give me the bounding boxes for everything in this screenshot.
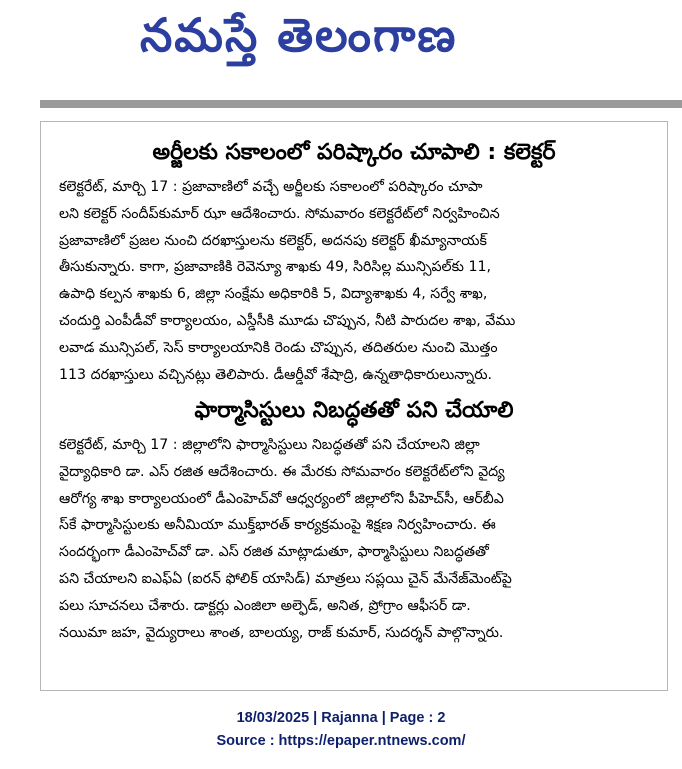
article-2-headline: ఫార్మాసిస్టులు నిబద్ధతతో పని చేయాలి [194,398,514,423]
article-2-body [59,432,657,646]
article-line: సందర్భంగా డీఎంహెచ్‌వో డా. ఎస్ రజిత మాట్లాడుతూ, ఫార్మాసిస్టులు నిబద్ధతతో [59,544,489,561]
article-line: పలు సూచనలు చేశారు. డాక్టర్లు ఎంజిలా అల్ఫెడ్, అనిత, ప్రోగ్రాం ఆఫీసర్ డా. [59,597,471,614]
article-line: ఆరోగ్య శాఖ కార్యాలయంలో డీఎంహెచ్‌వో ఆధ్వర్యంలో జిల్లాలోని పీహెచ్‌సీ, ఆర్‌బీఎ [59,490,504,507]
article-line: 113 దరఖాస్తులు వచ్చినట్లు తెలిపారు. డీఆర్డీవో శేషాద్రి, ఉన్నతాధికారులున్నారు. [59,366,493,383]
article-line: ప్రజావాణిలో ప్రజల నుంచి దరఖాస్తులను కలెక్టర్, అదనపు కలెక్టర్ ఖీమ్యానాయక్ [59,232,487,249]
footer-date-edition: 18/03/2025 | Rajanna | Page : 2 [236,710,446,726]
article-line: తీసుకున్నారు. కాగా, ప్రజావాణికి రెవెన్యూ శాఖకు 49, సిరిసిల్ల మున్సిపల్‌కు 11, [59,259,492,276]
article-line: కలెక్టరేట్, మార్చి 17 : జిల్లాలోని ఫార్మాసిస్టులు నిబద్ధతతో పని చేయాలని జిల్లా [59,437,480,453]
article-line: స్‌కే ఫార్మాసిస్టులకు అనీమియా ముక్త్‌భారత్ కార్యక్రమంపై శిక్షణ నిర్వహించారు. ఈ [59,517,496,534]
article-line: లవాడ మున్సిపల్, సెస్ కార్యాలయానికి రెండు చొప్పున, తదితరుల నుంచి మొత్తం [59,339,498,356]
article-line: లని కలెక్టర్ సందీప్‌కుమార్ ఝా ఆదేశించారు. సోమవారం కలెక్టరేట్‌లో నిర్వహించిన [59,205,500,222]
article-1-body [59,174,657,388]
article-line: నయిమా జహ, వైద్యురాలు శాంత, బాలయ్య, రాజ్ కుమార్, సుదర్శన్ పాల్గొన్నారు. [59,624,504,641]
article-line: వైద్యాధికారి డా. ఎస్ రజిత ఆదేశించారు. ఈ మేరకు సోమవారం కలెక్టరేట్‌లోని వైద్య [59,463,505,480]
article-line: పని చేయాలని ఐఎఫ్ఏ (ఐరన్ ఫోలిక్ యాసిడ్) మాత్రలు సప్లయి చైన్ మేనేజ్‌మెంట్‌పై [59,570,512,587]
newspaper-logo: నమస్తే తెలంగాణ [140,8,458,62]
footer-source-link: Source : https://epaper.ntnews.com/ [216,733,466,749]
article-line: ఉపాధి కల్పన శాఖకు 6, జిల్లా సంక్షేమ అధికారికి 5, విద్యాశాఖకు 4, సర్వే శాఖ, [59,286,488,303]
masthead [0,0,682,98]
article-line: కలెక్టరేట్, మార్చి 17 : ప్రజావాణిలో వచ్చే అర్జీలకు సకాలంలో పరిష్కారం చూపా [59,179,483,195]
article-line: చందుర్తి ఎంపీడీవో కార్యాలయం, ఎస్డీసీకి మూడు చొప్పున, నీటి పారుదల శాఖ, వేము [59,312,516,329]
masthead-rule [40,100,682,108]
article-1-headline: అర్జీలకు సకాలంలో పరిష్కారం చూపాలి : కలెక్టర్ [152,140,556,165]
clipping-frame [40,121,668,691]
